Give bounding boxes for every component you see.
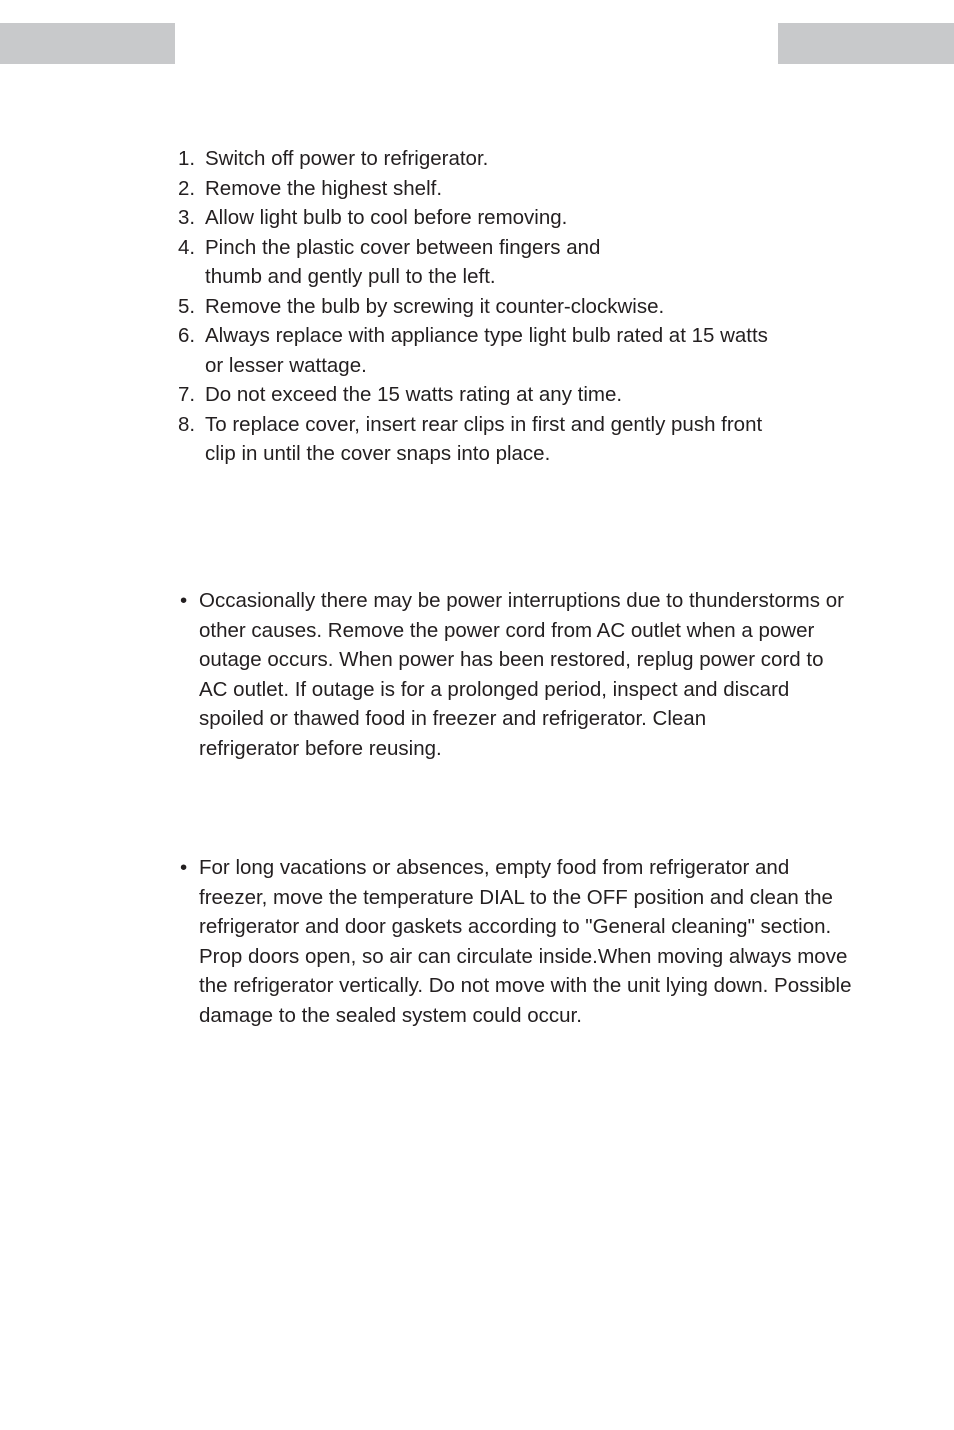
step-number: 8. — [178, 412, 196, 436]
step-number: 5. — [178, 294, 196, 318]
step-item — [178, 292, 838, 322]
vacation-moving-text: For long vacations or absences, empty food from refrigerator and freezer, move the temperature DIAL to the OFF position and clean the refrigerator and door gaskets according to "General cleaning" section. Prop doors open, so air can circulate inside.When moving always move the refrigerator vertically. Do not move with the unit lying down. Possible damage to the sealed system could occur. — [199, 856, 852, 1027]
step-item — [178, 203, 838, 233]
step-number: 7. — [178, 383, 196, 406]
step-item — [178, 174, 838, 204]
step-text: Always replace with appliance type light bulb rated at 15 watts or lesser wattage. — [205, 324, 768, 377]
header-tab-right — [778, 23, 954, 64]
step-text: Switch off power to refrigerator. — [205, 147, 489, 170]
step-text: Do not exceed the 15 watts rating at any time. — [205, 383, 623, 406]
header-tab-left — [0, 23, 175, 64]
step-text: Remove the bulb by screwing it counter-clockwise. — [205, 294, 665, 318]
step-text: Allow light bulb to cool before removing. — [205, 206, 568, 229]
step-number: 4. — [178, 235, 196, 259]
step-text: Remove the highest shelf. — [205, 176, 443, 200]
power-interruptions-paragraph — [180, 586, 880, 763]
step-item — [178, 380, 838, 410]
bullet-point: • — [180, 589, 188, 612]
vacation-moving-paragraph — [180, 853, 880, 1030]
light-bulb-replacement-steps — [178, 144, 838, 469]
step-number: 3. — [178, 206, 196, 229]
step-item — [178, 321, 838, 380]
power-interruptions-text: Occasionally there may be power interruptions due to thunderstorms or other causes. Remove the power cord from AC outlet when a power outage occurs. When power has been restored, replug power cord to AC outlet. If outage is for a prolonged period, inspect and discard spoiled or thawed food in freezer and refrigerator. Clean refrigerator before reusing. — [199, 589, 844, 760]
step-text: To replace cover, insert rear clips in first and gently push front clip in until the cover snaps into place. — [205, 412, 763, 465]
step-number: 6. — [178, 324, 196, 347]
step-number: 1. — [178, 147, 196, 170]
step-item — [178, 144, 838, 174]
step-number: 2. — [178, 176, 196, 200]
step-text: Pinch the plastic cover between fingers and thumb and gently pull to the left. — [205, 235, 601, 288]
step-item — [178, 233, 838, 292]
step-item — [178, 410, 838, 469]
bullet-point: • — [180, 856, 188, 879]
